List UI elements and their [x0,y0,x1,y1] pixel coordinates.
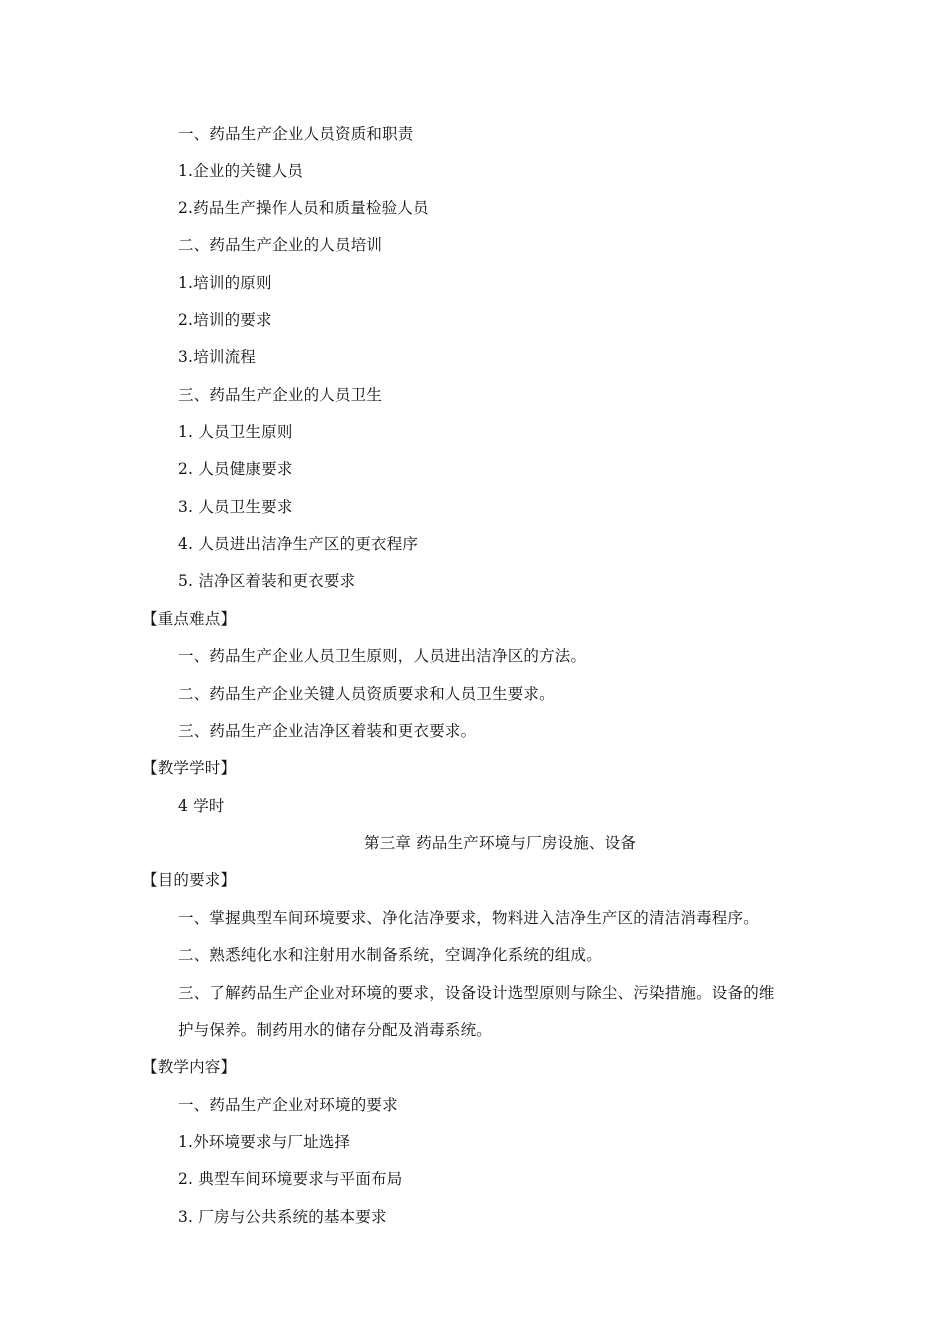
list-item: 3.培训流程 [178,348,256,366]
paragraph: 三、了解药品生产企业对环境的要求，设备设计选型原则与除尘、污染措施。设备的维 [178,984,775,1002]
list-item: 1. 人员卫生原则 [178,423,293,441]
section-heading-3: 三、药品生产企业的人员卫生 [178,386,383,404]
paragraph: 一、掌握典型车间环境要求、净化洁净要求，物料进入洁净生产区的清洁消毒程序。 [178,909,759,927]
paragraph-continuation: 护与保养。制药用水的储存分配及消毒系统。 [178,1021,493,1039]
chapter-title: 第三章 药品生产环境与厂房设施、设备 [363,834,637,852]
list-item: 5. 洁净区着装和更衣要求 [178,572,356,590]
section-heading-2: 二、药品生产企业的人员培训 [178,236,383,254]
paragraph: 三、药品生产企业洁净区着装和更衣要求。 [178,722,477,740]
key-points-heading: 【重点难点】 [142,610,237,628]
paragraph: 一、药品生产企业人员卫生原则，人员进出洁净区的方法。 [178,647,587,665]
list-item: 2.培训的要求 [178,311,272,329]
teaching-hours-value: 4 学时 [178,797,225,815]
section-heading: 一、药品生产企业对环境的要求 [178,1096,398,1114]
paragraph: 二、药品生产企业关键人员资质要求和人员卫生要求。 [178,685,555,703]
teaching-hours-heading: 【教学学时】 [142,759,237,777]
list-item: 4. 人员进出洁净生产区的更衣程序 [178,535,419,553]
list-item: 1.培训的原则 [178,274,272,292]
teaching-content-heading: 【教学内容】 [142,1058,237,1076]
list-item: 3. 厂房与公共系统的基本要求 [178,1208,387,1226]
list-item: 2. 典型车间环境要求与平面布局 [178,1170,403,1188]
section-heading-1: 一、药品生产企业人员资质和职责 [178,125,414,143]
list-item: 2. 人员健康要求 [178,460,293,478]
list-item: 1.企业的关键人员 [178,162,304,180]
paragraph: 二、熟悉纯化水和注射用水制备系统，空调净化系统的组成。 [178,946,602,964]
list-item: 2.药品生产操作人员和质量检验人员 [178,199,429,217]
objectives-heading: 【目的要求】 [142,871,237,889]
list-item: 3. 人员卫生要求 [178,498,293,516]
list-item: 1.外环境要求与厂址选择 [178,1133,351,1151]
